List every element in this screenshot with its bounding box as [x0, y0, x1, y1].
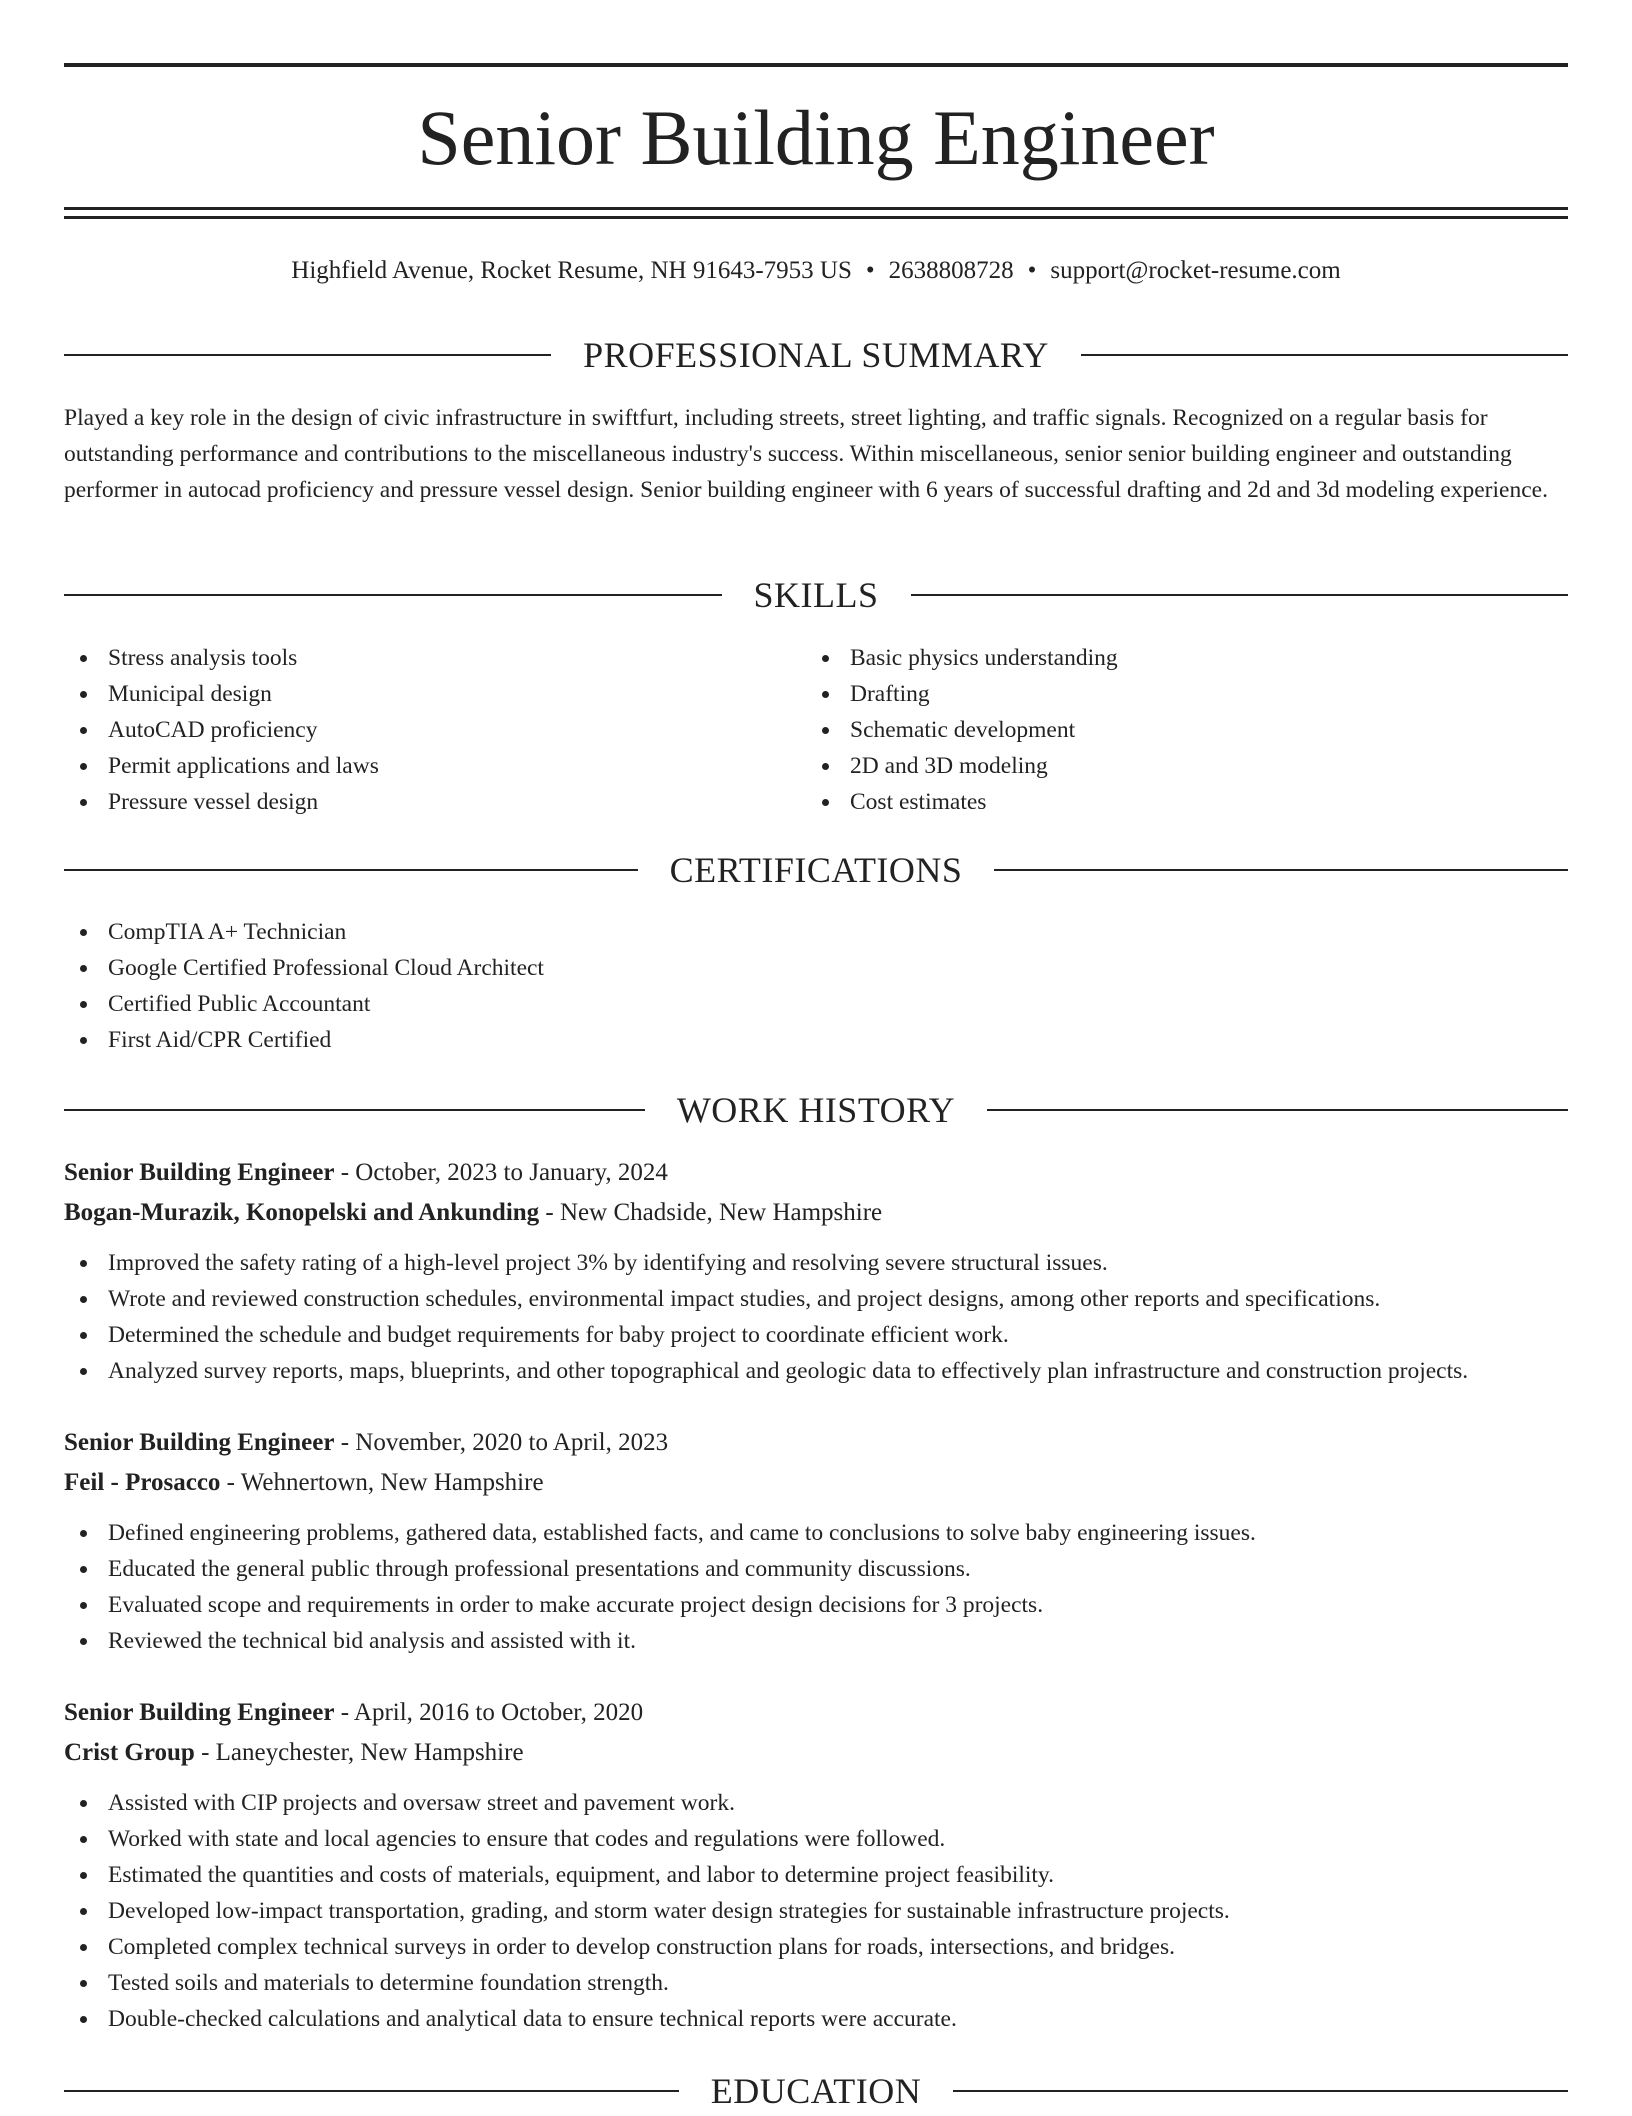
job-title-line: [64, 1693, 1568, 1733]
job-title-line: [64, 1423, 1568, 1463]
job-bullet: Estimated the quantities and costs of materials, equipment, and labor to determine project feasibility.: [64, 1857, 1568, 1893]
job-location: - Laneychester, New Hampshire: [194, 1739, 524, 1766]
job-dates: - November, 2020 to April, 2023: [334, 1429, 669, 1456]
job-title-line: [64, 1153, 1568, 1193]
job-company: Bogan-Murazik, Konopelski and Ankunding: [64, 1199, 540, 1226]
job-entry: [64, 1423, 1568, 1659]
summary-text: Played a key role in the design of civic infrastructure in swiftfurt, including streets, street lighting, and traffic signals. Recognized on a regular basis for outstanding performance and contributions to the miscellaneous industry's success. Within miscellaneous, senior senior building engineer and outstanding performer in autocad proficiency and pressure vessel design. Senior building engineer with 6 years of successful drafting and 2d and 3d modeling experience.: [64, 405, 1548, 503]
section-title: WORK HISTORY: [676, 1090, 956, 1130]
skills-list-right: [806, 640, 1546, 820]
skill-item: Cost estimates: [806, 784, 1546, 820]
heading-rule: [64, 869, 638, 871]
job-company-line: [64, 1463, 1568, 1503]
job-entry: [64, 1153, 1568, 1389]
job-bullet: Analyzed survey reports, maps, blueprints, and other topographical and geologic data to effectively plan infrastructure and construction projects.: [64, 1353, 1568, 1389]
section-heading-work-history: [64, 1085, 1568, 1135]
contact-separator: •: [865, 257, 875, 284]
job-location: - New Chadside, New Hampshire: [539, 1199, 883, 1226]
skill-item: 2D and 3D modeling: [806, 748, 1546, 784]
section-heading-certifications: [64, 845, 1568, 895]
job-bullet: Evaluated scope and requirements in order to make accurate project design decisions for 3 projects.: [64, 1587, 1568, 1623]
skill-item: Pressure vessel design: [64, 784, 804, 820]
header-double-rule: [64, 207, 1568, 219]
contact-phone: 2638808728: [888, 257, 1014, 284]
contact-address: Highfield Avenue, Rocket Resume, NH 91643-7953 US: [291, 257, 852, 284]
job-dates: - October, 2023 to January, 2024: [334, 1159, 668, 1186]
heading-rule: [1081, 354, 1568, 356]
skill-item: Schematic development: [806, 712, 1546, 748]
section-title: CERTIFICATIONS: [669, 850, 963, 890]
resume-name: Senior Building Engineer: [417, 94, 1215, 181]
job-bullet: Wrote and reviewed construction schedules, environmental impact studies, and project designs, among other reports and specifications.: [64, 1281, 1568, 1317]
job-dates: - April, 2016 to October, 2020: [334, 1699, 644, 1726]
section-title: EDUCATION: [710, 2071, 922, 2111]
job-company: Feil - Prosacco: [64, 1469, 221, 1496]
section-title: PROFESSIONAL SUMMARY: [583, 335, 1049, 375]
job-bullet: Developed low-impact transportation, grading, and storm water design strategies for sustainable infrastructure projects.: [64, 1893, 1568, 1929]
job-bullets: [64, 1515, 1568, 1659]
skill-item: Basic physics understanding: [806, 640, 1546, 676]
contact-line: [64, 253, 1568, 289]
certification-item: Certified Public Accountant: [64, 986, 1568, 1022]
job-bullet: Worked with state and local agencies to ensure that codes and regulations were followed.: [64, 1821, 1568, 1857]
job-entry: [64, 1693, 1568, 2037]
section-heading-education: [64, 2066, 1568, 2116]
job-bullet: Completed complex technical surveys in order to develop construction plans for roads, intersections, and bridges.: [64, 1929, 1568, 1965]
skill-item: Stress analysis tools: [64, 640, 804, 676]
skill-item: Drafting: [806, 676, 1546, 712]
job-bullets: [64, 1785, 1568, 2037]
certifications-list: [64, 914, 1568, 1058]
job-bullet: Double-checked calculations and analytical data to ensure technical reports were accurate.: [64, 2001, 1568, 2037]
job-company-line: [64, 1193, 1568, 1233]
skill-item: AutoCAD proficiency: [64, 712, 804, 748]
job-bullet: Improved the safety rating of a high-level project 3% by identifying and resolving severe structural issues.: [64, 1245, 1568, 1281]
certification-item: Google Certified Professional Cloud Architect: [64, 950, 1568, 986]
job-bullet: Assisted with CIP projects and oversaw street and pavement work.: [64, 1785, 1568, 1821]
certification-item: CompTIA A+ Technician: [64, 914, 1568, 950]
section-heading-skills: [64, 570, 1568, 620]
job-bullets: [64, 1245, 1568, 1389]
job-role: Senior Building Engineer: [64, 1429, 335, 1456]
heading-rule: [64, 594, 722, 596]
job-role: Senior Building Engineer: [64, 1699, 335, 1726]
job-company: Crist Group: [64, 1739, 195, 1766]
skills-list-left: [64, 640, 804, 820]
job-bullet: Educated the general public through professional presentations and community discussions.: [64, 1551, 1568, 1587]
certification-item: First Aid/CPR Certified: [64, 1022, 1568, 1058]
heading-rule: [994, 869, 1568, 871]
job-bullet: Determined the schedule and budget requirements for baby project to coordinate efficient work.: [64, 1317, 1568, 1353]
job-company-line: [64, 1733, 1568, 1773]
heading-rule: [953, 2090, 1568, 2092]
heading-rule: [64, 1109, 645, 1111]
job-bullet: Defined engineering problems, gathered data, established facts, and came to conclusions to solve baby engineering issues.: [64, 1515, 1568, 1551]
skill-item: Permit applications and laws: [64, 748, 804, 784]
job-role: Senior Building Engineer: [64, 1159, 335, 1186]
job-bullet: Tested soils and materials to determine foundation strength.: [64, 1965, 1568, 2001]
section-title: SKILLS: [753, 575, 879, 615]
job-bullet: Reviewed the technical bid analysis and assisted with it.: [64, 1623, 1568, 1659]
section-heading-summary: [64, 330, 1568, 380]
heading-rule: [64, 2090, 679, 2092]
heading-rule: [987, 1109, 1568, 1111]
heading-rule: [64, 354, 551, 356]
job-location: - Wehnertown, New Hampshire: [220, 1469, 544, 1496]
header-top-rule: [64, 63, 1568, 67]
heading-rule: [911, 594, 1569, 596]
contact-separator: •: [1027, 257, 1037, 284]
contact-email: support@rocket-resume.com: [1050, 257, 1341, 284]
skill-item: Municipal design: [64, 676, 804, 712]
